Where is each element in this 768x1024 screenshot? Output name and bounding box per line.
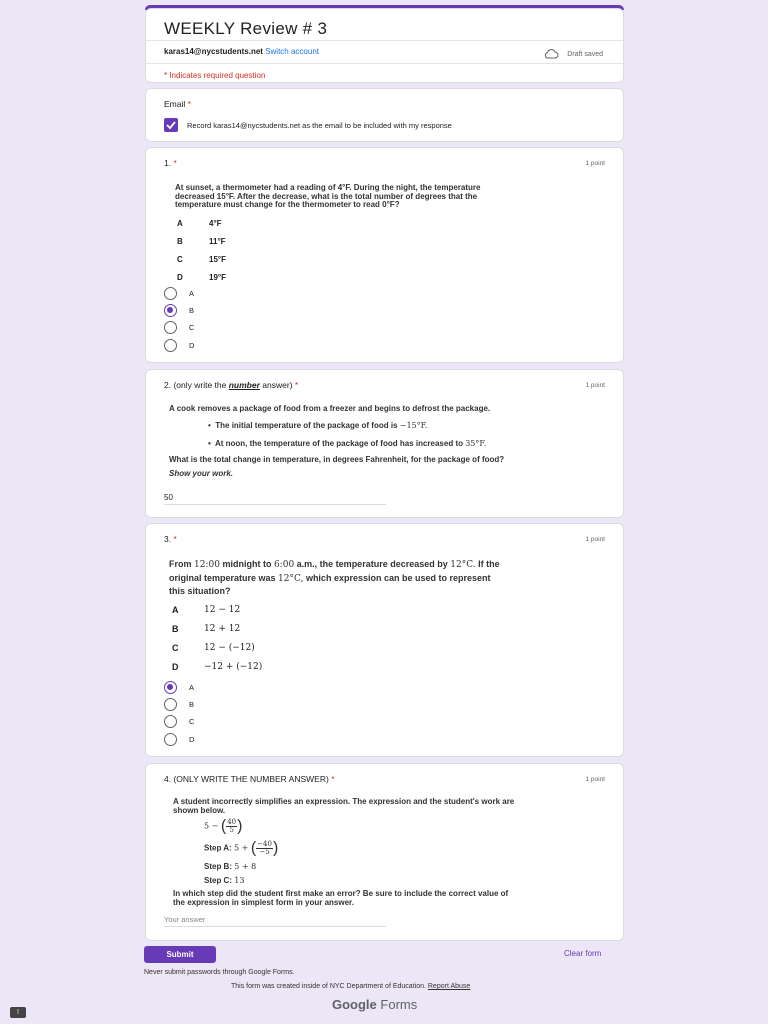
clear-form-button[interactable]: Clear form [564,949,602,958]
prompt-math: 12°C. [450,560,476,570]
step-expr: 5 + 8 [234,862,257,871]
question-4-label: 4. (ONLY WRITE THE NUMBER ANSWER) [164,774,329,784]
question-3-title [164,534,177,544]
question-2-label: 2. (only write the [164,380,229,390]
prompt-line: A student incorrectly simplifies an expression. The expression and the student's work are [173,797,515,806]
record-email-text: Record karas14@nycstudents.net as the email to be included with my response [187,120,452,130]
cloud-icon [543,49,559,59]
report-abuse-link[interactable]: Report Abuse [427,983,471,990]
choice-text: −12 + (−12) [204,662,263,672]
q3-option-a[interactable] [164,681,194,694]
question-4-title [164,774,335,784]
draft-status [543,49,603,59]
choice-letter: C [172,643,179,653]
prompt-line: In which step did the student first make an error? Be sure to include the correct value of [173,889,509,898]
q3-option-d[interactable] [164,733,194,746]
question-1-card [145,147,624,363]
question-1-number: 1. [164,158,172,168]
q3-option-c[interactable] [164,715,194,728]
question-2-prompt: A cook removes a package of food from a freezer and begins to defrost the package. [169,404,491,413]
step-label: Step A: [204,843,234,853]
bullet-noon-temp: • At noon, the temperature of the package of food has increased to 35°F. [208,439,487,448]
record-email-option[interactable] [164,118,452,132]
q3-option-b[interactable] [164,698,194,711]
prompt-text: If the [475,559,500,569]
checkmark-icon [164,118,178,132]
prompt-math: 12°C, [278,573,304,584]
choice-a [177,219,222,228]
header-divider [146,40,623,41]
brand-forms: Forms [376,997,418,1012]
radio-button-selected[interactable] [164,304,177,317]
option-label: C [189,717,195,726]
question-2-question: What is the total change in temperature, in degrees Fahrenheit, for the package of food? [169,455,505,464]
feedback-icon[interactable]: ! [10,1007,26,1018]
choice-letter: A [177,219,183,228]
choice-b [177,237,226,246]
question-4-points: 1 point [585,776,605,783]
prompt-math: 6:00 [273,560,295,570]
step-a: Step A: 5 + ( $\frac{-40}{-5}$ ) [204,839,279,857]
prompt-line [169,572,500,586]
prompt-text: midnight to [219,559,274,569]
expr-numerator: 40 [227,818,237,826]
q1-option-c[interactable] [164,321,194,334]
option-label: A [189,289,195,298]
option-label: D [189,735,195,744]
choice-letter: C [177,255,183,264]
question-3-card [145,523,624,757]
question-4-card [145,763,624,941]
choice-letter: B [177,237,183,246]
prompt-line: temperature must change for the thermometer to read 0°F? [175,200,400,209]
submit-button[interactable]: Submit [144,946,216,963]
google-forms-logo[interactable] [332,997,417,1012]
question-4-question [173,890,508,907]
prompt-line: shown below. [173,805,226,815]
choice-b [172,624,240,634]
required-mark: * [173,534,177,544]
required-mark: * [187,99,191,109]
prompt-line: decreased 15°F. After the decrease, what is the total number of degrees that the [175,191,478,201]
choice-text: 12 − (−12) [204,643,255,653]
question-4-answer-input[interactable]: Your answer [164,915,206,924]
switch-account-link[interactable]: Switch account [265,47,319,56]
email-label-text: Email [164,99,186,109]
answer-underline [164,504,386,505]
option-label: D [189,341,195,350]
prompt-text: which expression can be used to represent [303,572,491,583]
required-mark: * [294,380,299,390]
step-label: Step B: [204,862,235,871]
created-inside-text: This form was created inside of NYC Department of Education. [231,983,428,990]
expr-denominator: 5 [229,826,234,834]
prompt-text: original temperature was [169,572,279,583]
radio-button[interactable] [164,698,177,711]
account-email: karas14@nycstudents.net [164,47,263,56]
choice-a [172,605,240,615]
choice-d [172,662,262,672]
bullet-initial-temp: • The initial temperature of the package of food is −15°F. [208,421,428,430]
prompt-line: the expression in simplest form in your answer. [173,897,354,907]
answer-underline [164,926,386,927]
prompt-math: 12:00 [194,560,220,570]
bullet-text: The initial temperature of the package of food is [215,421,400,430]
step-c [204,877,244,886]
account-info [164,47,319,56]
choice-c [172,643,255,653]
option-label: B [189,700,195,709]
prompt-line: this situation? [169,586,231,596]
bullet-math: −15°F. [399,421,428,430]
choice-text: 12 − 12 [204,605,241,615]
step-expr: 5 + [233,843,251,853]
question-3-points: 1 point [585,536,605,543]
step-b [204,863,256,872]
prompt-line [169,558,500,572]
question-3-number: 3. [164,534,172,544]
choice-letter: D [177,273,183,282]
header-card [145,8,624,83]
q1-option-d[interactable] [164,339,194,352]
question-1-title [164,158,177,168]
email-label [164,99,191,109]
step-denominator: −5 [259,848,270,856]
question-2-answer-input[interactable]: 50 [164,493,173,502]
choice-text: 11°F [209,237,226,246]
brand-google: Google [332,997,377,1012]
question-2-title [164,380,298,390]
email-card [145,88,624,142]
question-2-label-suffix: answer) [259,380,293,390]
question-2-points: 1 point [585,382,605,389]
step-expr: 13 [234,876,245,885]
form-title: WEEKLY Review # 3 [164,19,328,38]
prompt-text: a.m., the temperature decreased by [294,559,451,569]
question-1-prompt [175,184,480,210]
q1-option-a[interactable] [164,287,194,300]
original-expression: 5 − ( $\frac{40}{5}$ ) [204,817,243,835]
prompt-line: At sunset, a thermometer had a reading of 4°F. During the night, the temperature [175,183,481,192]
choice-text: 12 + 12 [204,624,241,634]
header-divider-2 [146,63,623,64]
password-warning: Never submit passwords through Google Forms. [144,969,295,976]
question-1-points: 1 point [585,160,605,167]
draft-status-text: Draft saved [567,50,603,58]
choice-text: 4°F [209,219,222,228]
bullet-text: At noon, the temperature of the package of food has increased to [214,439,466,448]
radio-button[interactable] [164,733,177,746]
question-2-emphasis: number [228,380,260,390]
question-4-prompt [173,798,514,815]
radio-button[interactable] [164,321,177,334]
step-label: Step C: [204,876,235,885]
option-label: C [189,323,195,332]
option-label: A [189,683,195,692]
q1-option-b[interactable] [164,304,194,317]
question-2-card [145,369,624,518]
step-numerator: −40 [257,840,272,848]
radio-button[interactable] [164,287,177,300]
expr-text: 5 − [204,821,221,831]
choice-c [177,255,226,264]
show-work-note: Show your work. [169,469,234,478]
choice-letter: A [172,605,179,615]
required-note: * Indicates required question [164,71,266,80]
question-3-prompt [169,558,500,598]
required-mark: * [331,774,335,784]
radio-button-selected[interactable] [164,681,177,694]
choice-text: 19°F [209,273,226,282]
created-inside-note [231,983,470,990]
choice-letter: D [172,662,179,672]
choice-letter: B [172,624,179,634]
bullet-math: 35°F. [465,439,487,448]
record-email-checkbox[interactable] [164,118,178,132]
choice-d [177,273,226,282]
radio-button[interactable] [164,715,177,728]
required-mark: * [173,158,177,168]
choice-text: 15°F [209,255,226,264]
radio-button[interactable] [164,339,177,352]
option-label: B [189,306,195,315]
prompt-text: From [169,559,195,569]
